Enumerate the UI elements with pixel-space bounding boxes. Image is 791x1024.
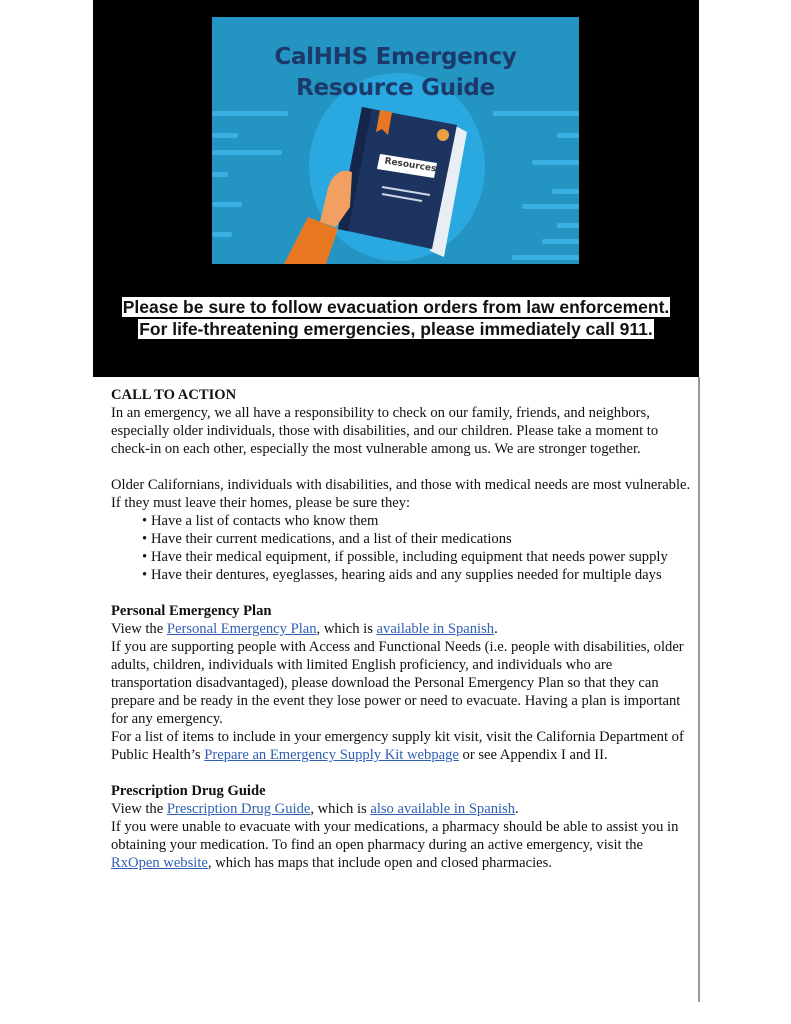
list-item: • Have their dentures, eyeglasses, hearing aids and any supplies needed for multiple days	[111, 566, 691, 584]
spanish-plan-link[interactable]: available in Spanish	[376, 621, 495, 637]
view-line	[111, 800, 691, 818]
svg-text:Resources: Resources	[383, 156, 437, 175]
text: For a list of items to include in your emergency supply kit visit, visit the California Department of Public Health’s	[111, 729, 684, 763]
evacuation-warning	[93, 296, 699, 340]
supply-kit-link[interactable]: Prepare an Emergency Supply Kit webpage	[204, 747, 459, 763]
header-banner	[93, 0, 699, 377]
prescription-drug-guide-link[interactable]: Prescription Drug Guide	[166, 801, 311, 817]
hero-title	[212, 42, 579, 104]
list-item: • Have a list of contacts who know them	[111, 512, 691, 530]
spanish-guide-link[interactable]: also available in Spanish	[370, 801, 516, 817]
text: or see Appendix I and II.	[458, 747, 608, 763]
section-heading: Prescription Drug Guide	[111, 783, 266, 799]
warning-line2: For life-threatening emergencies, please immediately call 911.	[139, 319, 653, 339]
call-to-action-section	[111, 386, 691, 584]
text: .	[494, 621, 498, 637]
paragraph: Older Californians, individuals with disabilities, and those with medical needs are most vulnerable. If they must leave their homes, please be sure they:	[111, 477, 691, 511]
list-item: • Have their medical equipment, if possible, including equipment that needs power supply	[111, 548, 691, 566]
page-divider	[698, 377, 700, 1002]
text: View the	[111, 621, 167, 637]
paragraph: In an emergency, we all have a responsibility to check on our family, friends, and neighbors, especially older individuals, those with disabilities, and our children. Please take a moment to check-in on each other, especially the most vulnerable among us. We are stronger together.	[111, 405, 659, 457]
view-line	[111, 620, 691, 638]
paragraph: If you are supporting people with Access and Functional Needs (i.e. people with disabilities, older adults, children, individuals with limited English proficiency, and individuals who are transportation disadvantaged), please download the Personal Emergency Plan so that they can prepare and be ready in the event they lose power or need to evacuate. Having a plan is important for any emergency.	[111, 639, 684, 727]
hero-image	[212, 17, 579, 264]
bullet-list	[111, 512, 691, 584]
text: .	[515, 801, 519, 817]
document-body	[111, 386, 691, 872]
personal-emergency-plan-link[interactable]: Personal Emergency Plan	[166, 621, 317, 637]
text: , which is	[316, 621, 377, 637]
text: If you were unable to evacuate with your medications, a pharmacy should be able to assist you in obtaining your medication. To find an open pharmacy during an active emergency, visit the	[111, 819, 679, 853]
section-heading: Personal Emergency Plan	[111, 603, 272, 619]
warning-line1: Please be sure to follow evacuation orders from law enforcement.	[122, 297, 670, 317]
rxopen-link[interactable]: RxOpen website	[111, 855, 208, 871]
list-item: • Have their current medications, and a list of their medications	[111, 530, 691, 548]
calhhs-logo	[437, 129, 449, 141]
text: View the	[111, 801, 167, 817]
hero-title-line1: CalHHS Emergency	[274, 44, 517, 70]
text: , which has maps that include open and closed pharmacies.	[207, 855, 552, 871]
hero-title-line2: Resource Guide	[296, 75, 495, 101]
prescription-drug-guide-section	[111, 782, 691, 872]
kit-line	[111, 728, 691, 764]
personal-emergency-plan-section	[111, 602, 691, 764]
paragraph	[111, 818, 691, 872]
section-heading: CALL TO ACTION	[111, 387, 237, 403]
text: , which is	[310, 801, 371, 817]
